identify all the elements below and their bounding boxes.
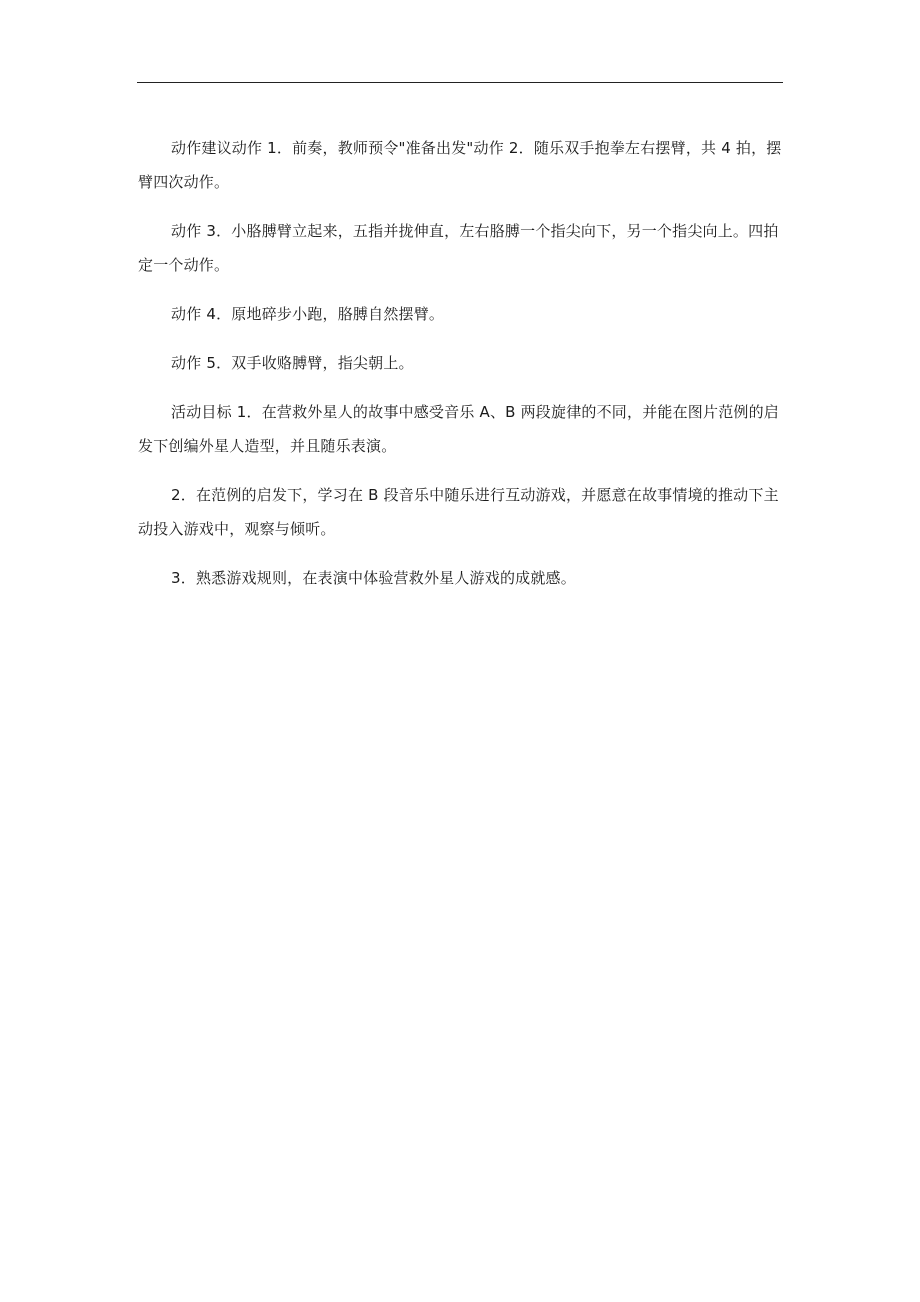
document-body	[138, 131, 784, 610]
paragraph-goal-1: 活动目标 1．在营救外星人的故事中感受音乐 A、B 两段旋律的不同，并能在图片范例的启发下创编外星人造型，并且随乐表演。	[138, 403, 780, 455]
header-rule	[137, 82, 783, 83]
paragraph-action-5: 动作 5．双手收赂膊臂，指尖朝上。	[171, 354, 414, 372]
paragraph-goal-3: 3．熟悉游戏规则，在表演中体验营救外星人游戏的成就感。	[171, 569, 576, 587]
paragraph-action-3: 动作 3．小胳膊臂立起来，五指并拢伸直，左右胳膊一个指尖向下，另一个指尖向上。四拍定一个动作。	[138, 222, 779, 274]
paragraph-actions-1-2: 动作建议动作 1．前奏，教师预令"准备出发"动作 2．随乐双手抱拳左右摆臂，共 4 拍，摆臂四次动作。	[138, 139, 782, 191]
paragraph-action-4: 动作 4．原地碎步小跑，胳膊自然摆臂。	[171, 305, 445, 323]
paragraph-goal-2: 2．在范例的启发下，学习在 B 段音乐中随乐进行互动游戏，并愿意在故事情境的推动下主动投入游戏中，观察与倾听。	[138, 486, 779, 538]
